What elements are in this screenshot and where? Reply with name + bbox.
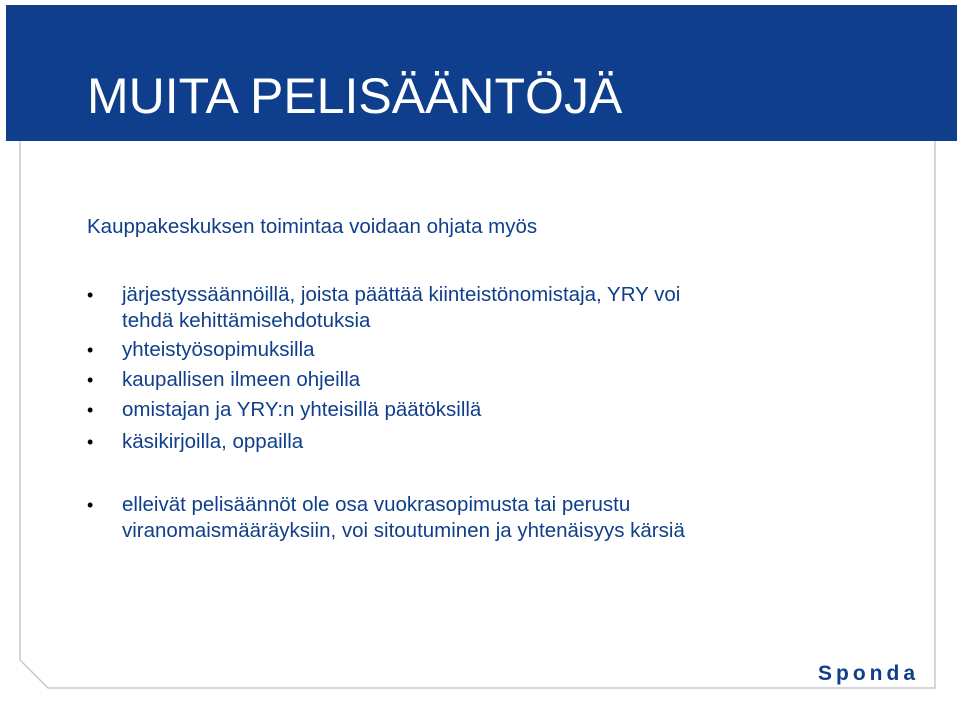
bullet-item [87,367,747,393]
bullet-text: yhteistyösopimuksilla [122,338,315,361]
bullet-dot: • [87,370,94,390]
sponda-logo: Sponda [818,662,919,685]
bullet-item [87,282,747,334]
bullet-text: elleivät pelisäännöt ole osa vuokrasopimusta tai perustu viranomaismääräyksiin, voi sitoutuminen ja yhtenäisyys kärsiä [122,493,685,542]
bullet-text: kaupallisen ilmeen ohjeilla [122,368,361,391]
bullet-item [87,397,747,423]
bullet-dot: • [87,432,94,452]
bullet-item [87,429,747,455]
bullet-text: omistajan ja YRY:n yhteisillä päätöksillä [122,398,482,421]
bullet-item [87,492,747,544]
bullet-dot: • [87,495,94,515]
intro-text: Kauppakeskuksen toimintaa voidaan ohjata myös [87,215,538,238]
bullet-dot: • [87,340,94,360]
bullet-item [87,337,747,363]
bullet-text: käsikirjoilla, oppailla [122,430,304,453]
bullet-text: järjestyssäännöillä, joista päättää kiinteistönomistaja, YRY voi tehdä kehittämisehdotuksia [122,283,681,332]
bullet-dot: • [87,285,94,305]
bullet-dot: • [87,400,94,420]
slide-title: MUITA PELISÄÄNTÖJÄ [87,68,623,124]
